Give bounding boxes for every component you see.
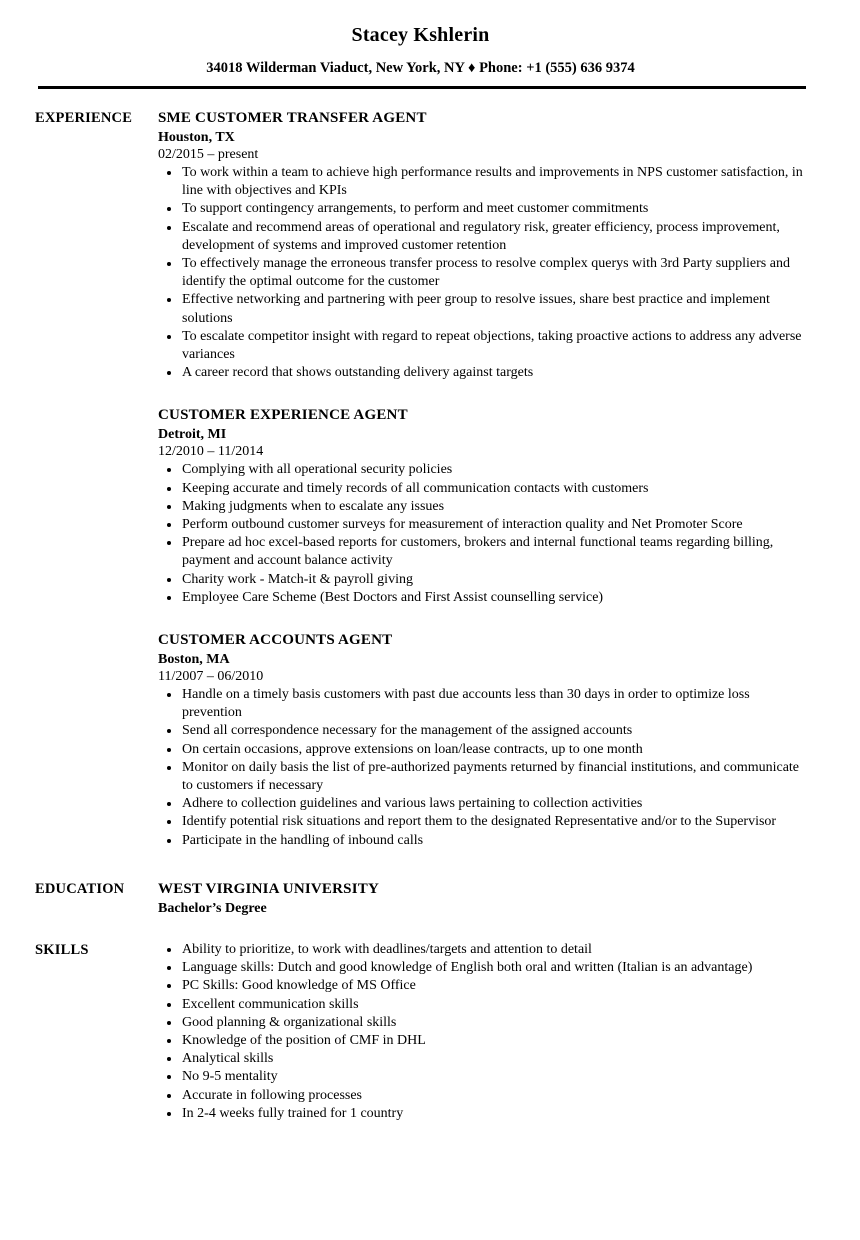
job-dates: 02/2015 – present [158, 147, 259, 162]
bullet-item: • To effectively manage the erroneous transfer process to resolve complex querys with 3rd Party suppliers and identify the optimal outcome for the customer [181, 255, 806, 291]
job-dates: 12/2010 – 11/2014 [158, 444, 264, 460]
bullet-item: • Good planning & organizational skills [181, 1014, 806, 1032]
bullet-item: • Prepare ad hoc excel-based reports for customers, brokers and internal functional teams regarding billing, payment and account balance activity [181, 534, 806, 570]
bullet-item: • No 9-5 mentality [181, 1068, 806, 1086]
experience-section-label: EXPERIENCE [35, 110, 133, 126]
bullet-item: • To work within a team to achieve high performance results and improvements in NPS customer satisfaction, in line with objectives and KPIs [181, 164, 806, 200]
education-degree: Bachelor’s Degree [158, 900, 267, 916]
bullet-item: • Making judgments when to escalate any issues [181, 498, 806, 516]
bullet-item: • Charity work - Match-it & payroll giving [181, 571, 806, 589]
job-bullet-list [158, 461, 806, 607]
bullet-item: • Keeping accurate and timely records of all communication contacts with customers [181, 480, 806, 498]
bullet-item: • Identify potential risk situations and report them to the designated Representative and/or to the Supervisor [181, 813, 806, 831]
experience-content [158, 109, 806, 850]
bullet-item: • Analytical skills [181, 1050, 806, 1068]
bullet-item: • Monitor on daily basis the list of pre-authorized payments returned by financial institutions, and communicate to customers if necessary [181, 759, 806, 795]
bullet-item: • Perform outbound customer surveys for measurement of interaction quality and Net Promoter Score [181, 516, 806, 534]
section-education [35, 880, 806, 918]
job-bullet-list [158, 164, 806, 382]
job-title: SME CUSTOMER TRANSFER AGENT [158, 110, 427, 126]
bullet-item: • PC Skills: Good knowledge of MS Office [181, 977, 806, 995]
header-divider [38, 86, 806, 89]
resume-header [35, 24, 806, 89]
education-section-label: EDUCATION [35, 880, 125, 897]
bullet-item: • A career record that shows outstanding delivery against targets [181, 364, 806, 382]
bullet-item: • Language skills: Dutch and good knowledge of English both oral and written (Italian is an advantage) [181, 959, 806, 977]
education-content [158, 880, 806, 918]
bullet-item: • Adhere to collection guidelines and various laws pertaining to collection activities [181, 795, 806, 813]
bullet-item: • Handle on a timely basis customers with past due accounts less than 30 days in order to optimize loss prevention [181, 686, 806, 722]
section-experience [35, 109, 806, 850]
bullet-item: • Accurate in following processes [181, 1087, 806, 1105]
bullet-item: • Ability to prioritize, to work with deadlines/targets and attention to detail [181, 941, 806, 959]
bullet-item: • Employee Care Scheme (Best Doctors and First Assist counselling service) [181, 589, 806, 607]
job-title: CUSTOMER EXPERIENCE AGENT [158, 407, 408, 424]
bullet-item: • Send all correspondence necessary for the management of the assigned accounts [181, 722, 806, 740]
bullet-item: • In 2-4 weeks fully trained for 1 country [181, 1105, 806, 1123]
contact-line: 34018 Wilderman Viaduct, New York, NY ♦ Phone: +1 (555) 636 9374 [206, 60, 635, 76]
bullet-item: • Effective networking and partnering with peer group to resolve issues, share best practice and implement solutions [181, 291, 806, 327]
job-entry [158, 109, 806, 382]
education-school: WEST VIRGINIA UNIVERSITY [158, 880, 379, 897]
skills-section-label: SKILLS [35, 941, 89, 958]
job-dates: 11/2007 – 06/2010 [158, 669, 264, 685]
bullet-item: • Excellent communication skills [181, 996, 806, 1014]
job-location: Boston, MA [158, 652, 230, 668]
bullet-item: • Knowledge of the position of CMF in DHL [181, 1032, 806, 1050]
job-location: Houston, TX [158, 130, 235, 145]
bullet-item: • To support contingency arrangements, to perform and meet customer commitments [181, 200, 806, 218]
skills-bullet-list [158, 941, 806, 1123]
job-entry [158, 631, 806, 850]
candidate-name: Stacey Kshlerin [351, 24, 490, 46]
job-location: Detroit, MI [158, 427, 227, 443]
bullet-item: • On certain occasions, approve extensions on loan/lease contracts, up to one month [181, 741, 806, 759]
job-title: CUSTOMER ACCOUNTS AGENT [158, 632, 393, 649]
bullet-item: • To escalate competitor insight with regard to repeat objections, taking proactive actions to address any adverse variances [181, 328, 806, 364]
job-bullet-list [158, 686, 806, 850]
bullet-item: • Escalate and recommend areas of operational and regulatory risk, greater efficiency, process improvement, development of systems and improved customer retention [181, 219, 806, 255]
bullet-item: • Participate in the handling of inbound calls [181, 832, 806, 850]
job-entry [158, 406, 806, 607]
skills-content [158, 941, 806, 1123]
bullet-item: • Complying with all operational security policies [181, 461, 806, 479]
section-skills [35, 941, 806, 1123]
